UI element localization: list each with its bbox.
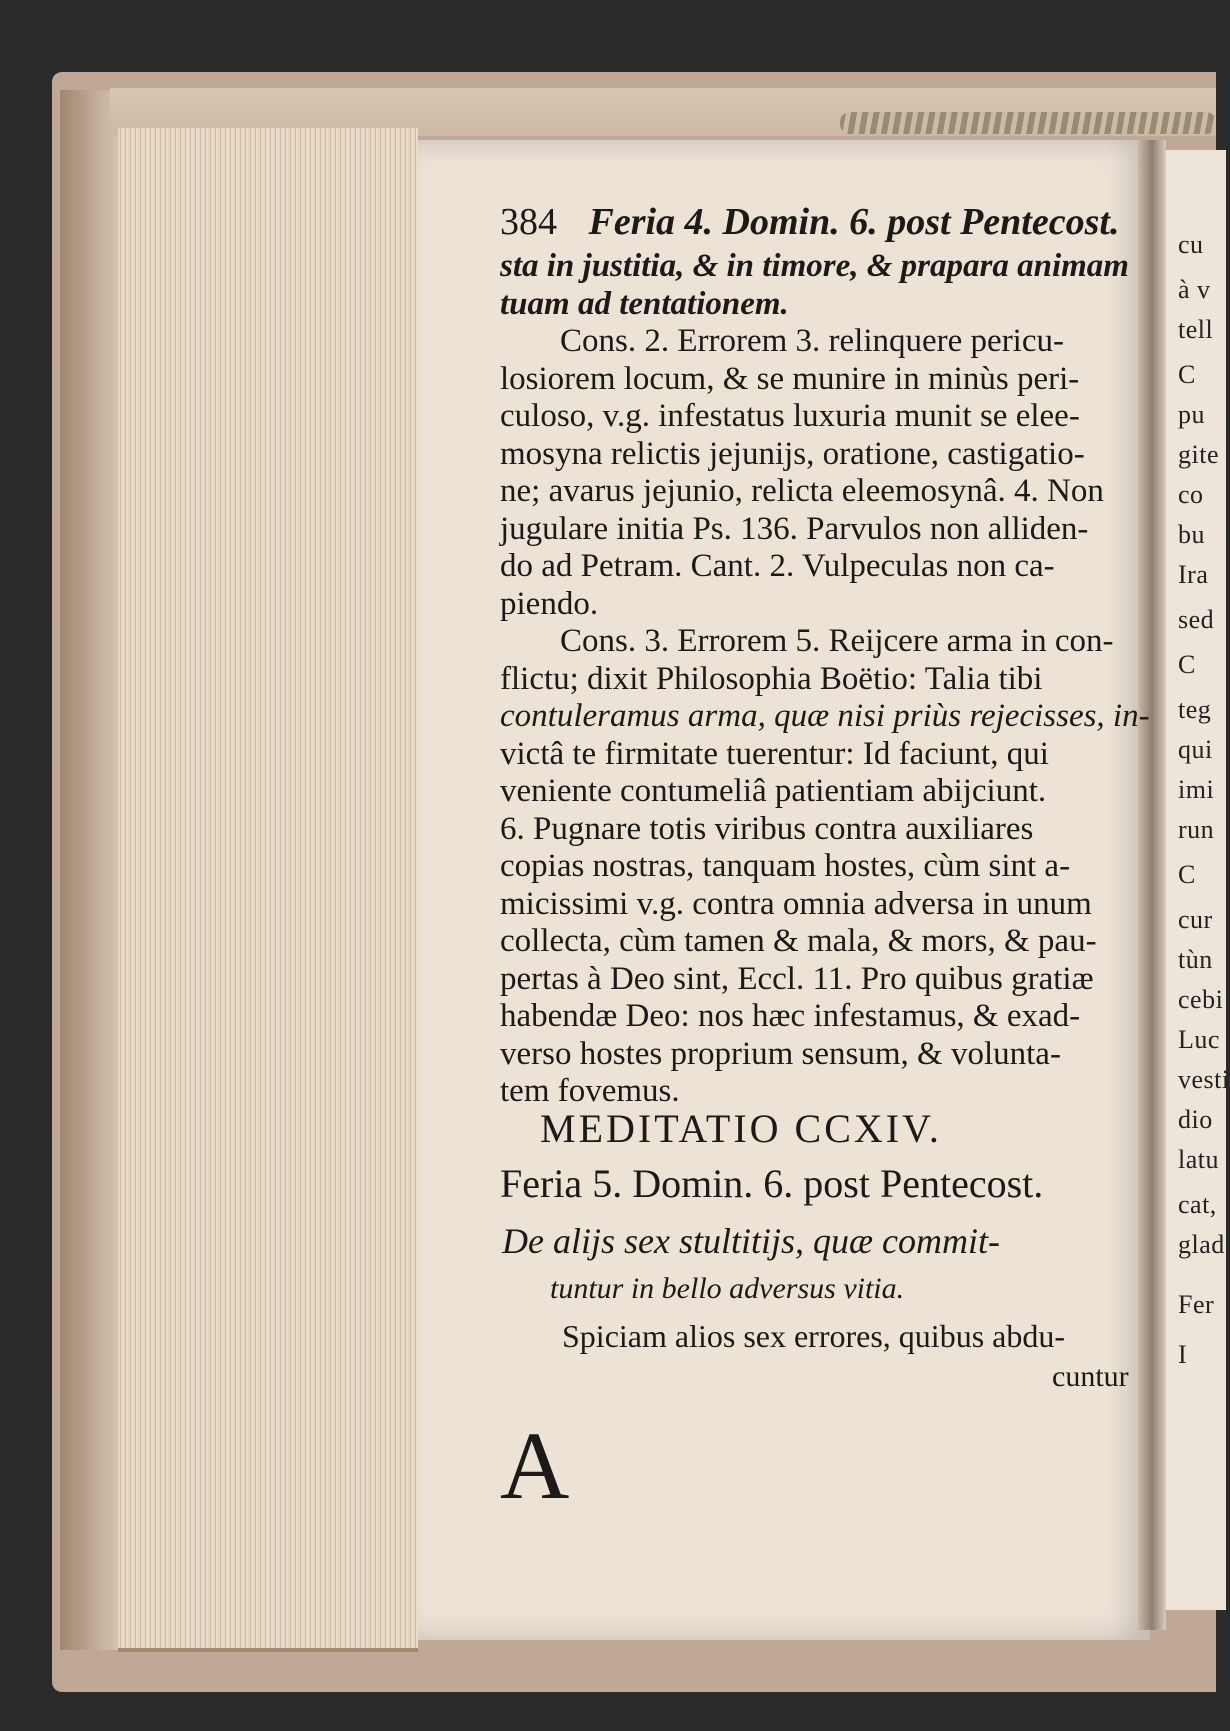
next-page-fragment: co — [1178, 480, 1204, 509]
text-line: copias nostras, tanquam hostes, cùm sint a- — [500, 848, 1071, 884]
drop-cap: A — [500, 1412, 570, 1519]
meditation-subtitle-2: tuntur in bello adversus vitia. — [550, 1272, 905, 1305]
next-page-fragment: cebi — [1178, 985, 1224, 1014]
next-page-fragment: qui — [1178, 735, 1213, 764]
next-page-fragment: Fer — [1178, 1290, 1215, 1319]
text-line: mosyna relictis jejunijs, oratione, castigatio- — [500, 435, 1085, 472]
text-line: piendo. — [500, 585, 599, 622]
text-line: 6. Pugnare totis viribus contra auxiliares — [500, 810, 1034, 847]
catchword: cuntur — [1052, 1360, 1129, 1393]
text-line: Cons. 2. Errorem 3. relinquere pericu- — [560, 323, 1064, 359]
next-page-fragment: C — [1178, 860, 1196, 889]
meditation-heading: MEDITATIO CCXIV. — [540, 1106, 942, 1151]
text-line: habendæ Deo: nos hæc infestamus, & exad- — [500, 998, 1081, 1034]
next-page-fragment: vesti — [1178, 1065, 1230, 1094]
text-line: micissimi v.g. contra omnia adversa in unum — [500, 885, 1092, 922]
text-line: tuam ad tentationem. — [500, 285, 789, 322]
gutter — [1138, 140, 1166, 1630]
text-line: ne; avarus jejunio, relicta eleemosynâ. 4. Non — [500, 473, 1104, 509]
next-page-fragment: C — [1178, 360, 1196, 389]
next-page-fragment: pu — [1178, 400, 1205, 429]
next-page-fragment: Ira — [1178, 560, 1209, 589]
meditation-subtitle-1: De alijs sex stultitijs, quæ commit- — [502, 1221, 1000, 1261]
text-line: tem fovemus. — [500, 1073, 680, 1109]
running-title: Feria 4. Domin. 6. post Pentecost. — [588, 201, 1120, 243]
next-page-fragment: cur — [1178, 905, 1213, 934]
next-page-fragment: I — [1178, 1340, 1188, 1369]
page-edges — [118, 128, 418, 1652]
right-page-fragment — [1166, 150, 1230, 1610]
next-page-fragment: imi — [1178, 775, 1215, 804]
next-page-fragment: glad — [1178, 1230, 1225, 1259]
text-line: sta in justitia, & in timore, & prapara animam — [500, 248, 1129, 284]
next-page-fragment: latu — [1178, 1145, 1219, 1174]
next-page-fragment: run — [1178, 815, 1215, 844]
next-page-fragment: teg — [1178, 695, 1212, 724]
next-page-fragment: sed — [1178, 605, 1215, 634]
next-page-fragment: cat, — [1178, 1190, 1217, 1219]
meditation-first-line: Spiciam alios sex errores, quibus abdu- — [562, 1318, 1065, 1354]
text-line: jugulare initia Ps. 136. Parvulos non alliden- — [500, 510, 1089, 547]
headband-cord — [840, 112, 1216, 134]
meditation-title: Feria 5. Domin. 6. post Pentecost. — [500, 1161, 1044, 1206]
next-page-fragment: Luc — [1178, 1025, 1220, 1054]
text-line: veniente contumeliâ patientiam abijciunt. — [500, 773, 1047, 809]
next-page-fragment: cu — [1178, 230, 1204, 259]
next-page-fragment: C — [1178, 650, 1196, 679]
running-head — [500, 200, 1119, 244]
text-line: losiorem locum, & se munire in minùs peri- — [500, 360, 1080, 397]
next-page-fragment: tùn — [1178, 945, 1213, 974]
next-page-fragment: gite — [1178, 440, 1219, 469]
book-spine — [60, 90, 120, 1650]
next-page-fragment: tell — [1178, 315, 1214, 344]
text-line: verso hostes proprium sensum, & volunta- — [500, 1035, 1061, 1072]
text-line: victâ te firmitate tuerentur: Id faciunt, qui — [500, 735, 1049, 772]
text-line: pertas à Deo sint, Eccl. 11. Pro quibus gratiæ — [500, 960, 1094, 997]
next-page-fragment: dio — [1178, 1105, 1213, 1134]
text-line: Cons. 3. Errorem 5. Reijcere arma in con- — [560, 623, 1114, 659]
text-line: do ad Petram. Cant. 2. Vulpeculas non ca- — [500, 548, 1055, 584]
text-line: flictu; dixit Philosophia Boëtio: Talia tibi — [500, 660, 1043, 697]
text-line: culoso, v.g. infestatus luxuria munit se elee- — [500, 398, 1080, 434]
next-page-fragment: bu — [1178, 520, 1205, 549]
text-line: collecta, cùm tamen & mala, & mors, & pau- — [500, 923, 1097, 959]
next-page-fragment: à v — [1178, 275, 1211, 304]
text-line: contuleramus arma, quæ nisi priùs rejecisses, in- — [500, 698, 1150, 734]
page-number: 384 — [500, 201, 557, 243]
